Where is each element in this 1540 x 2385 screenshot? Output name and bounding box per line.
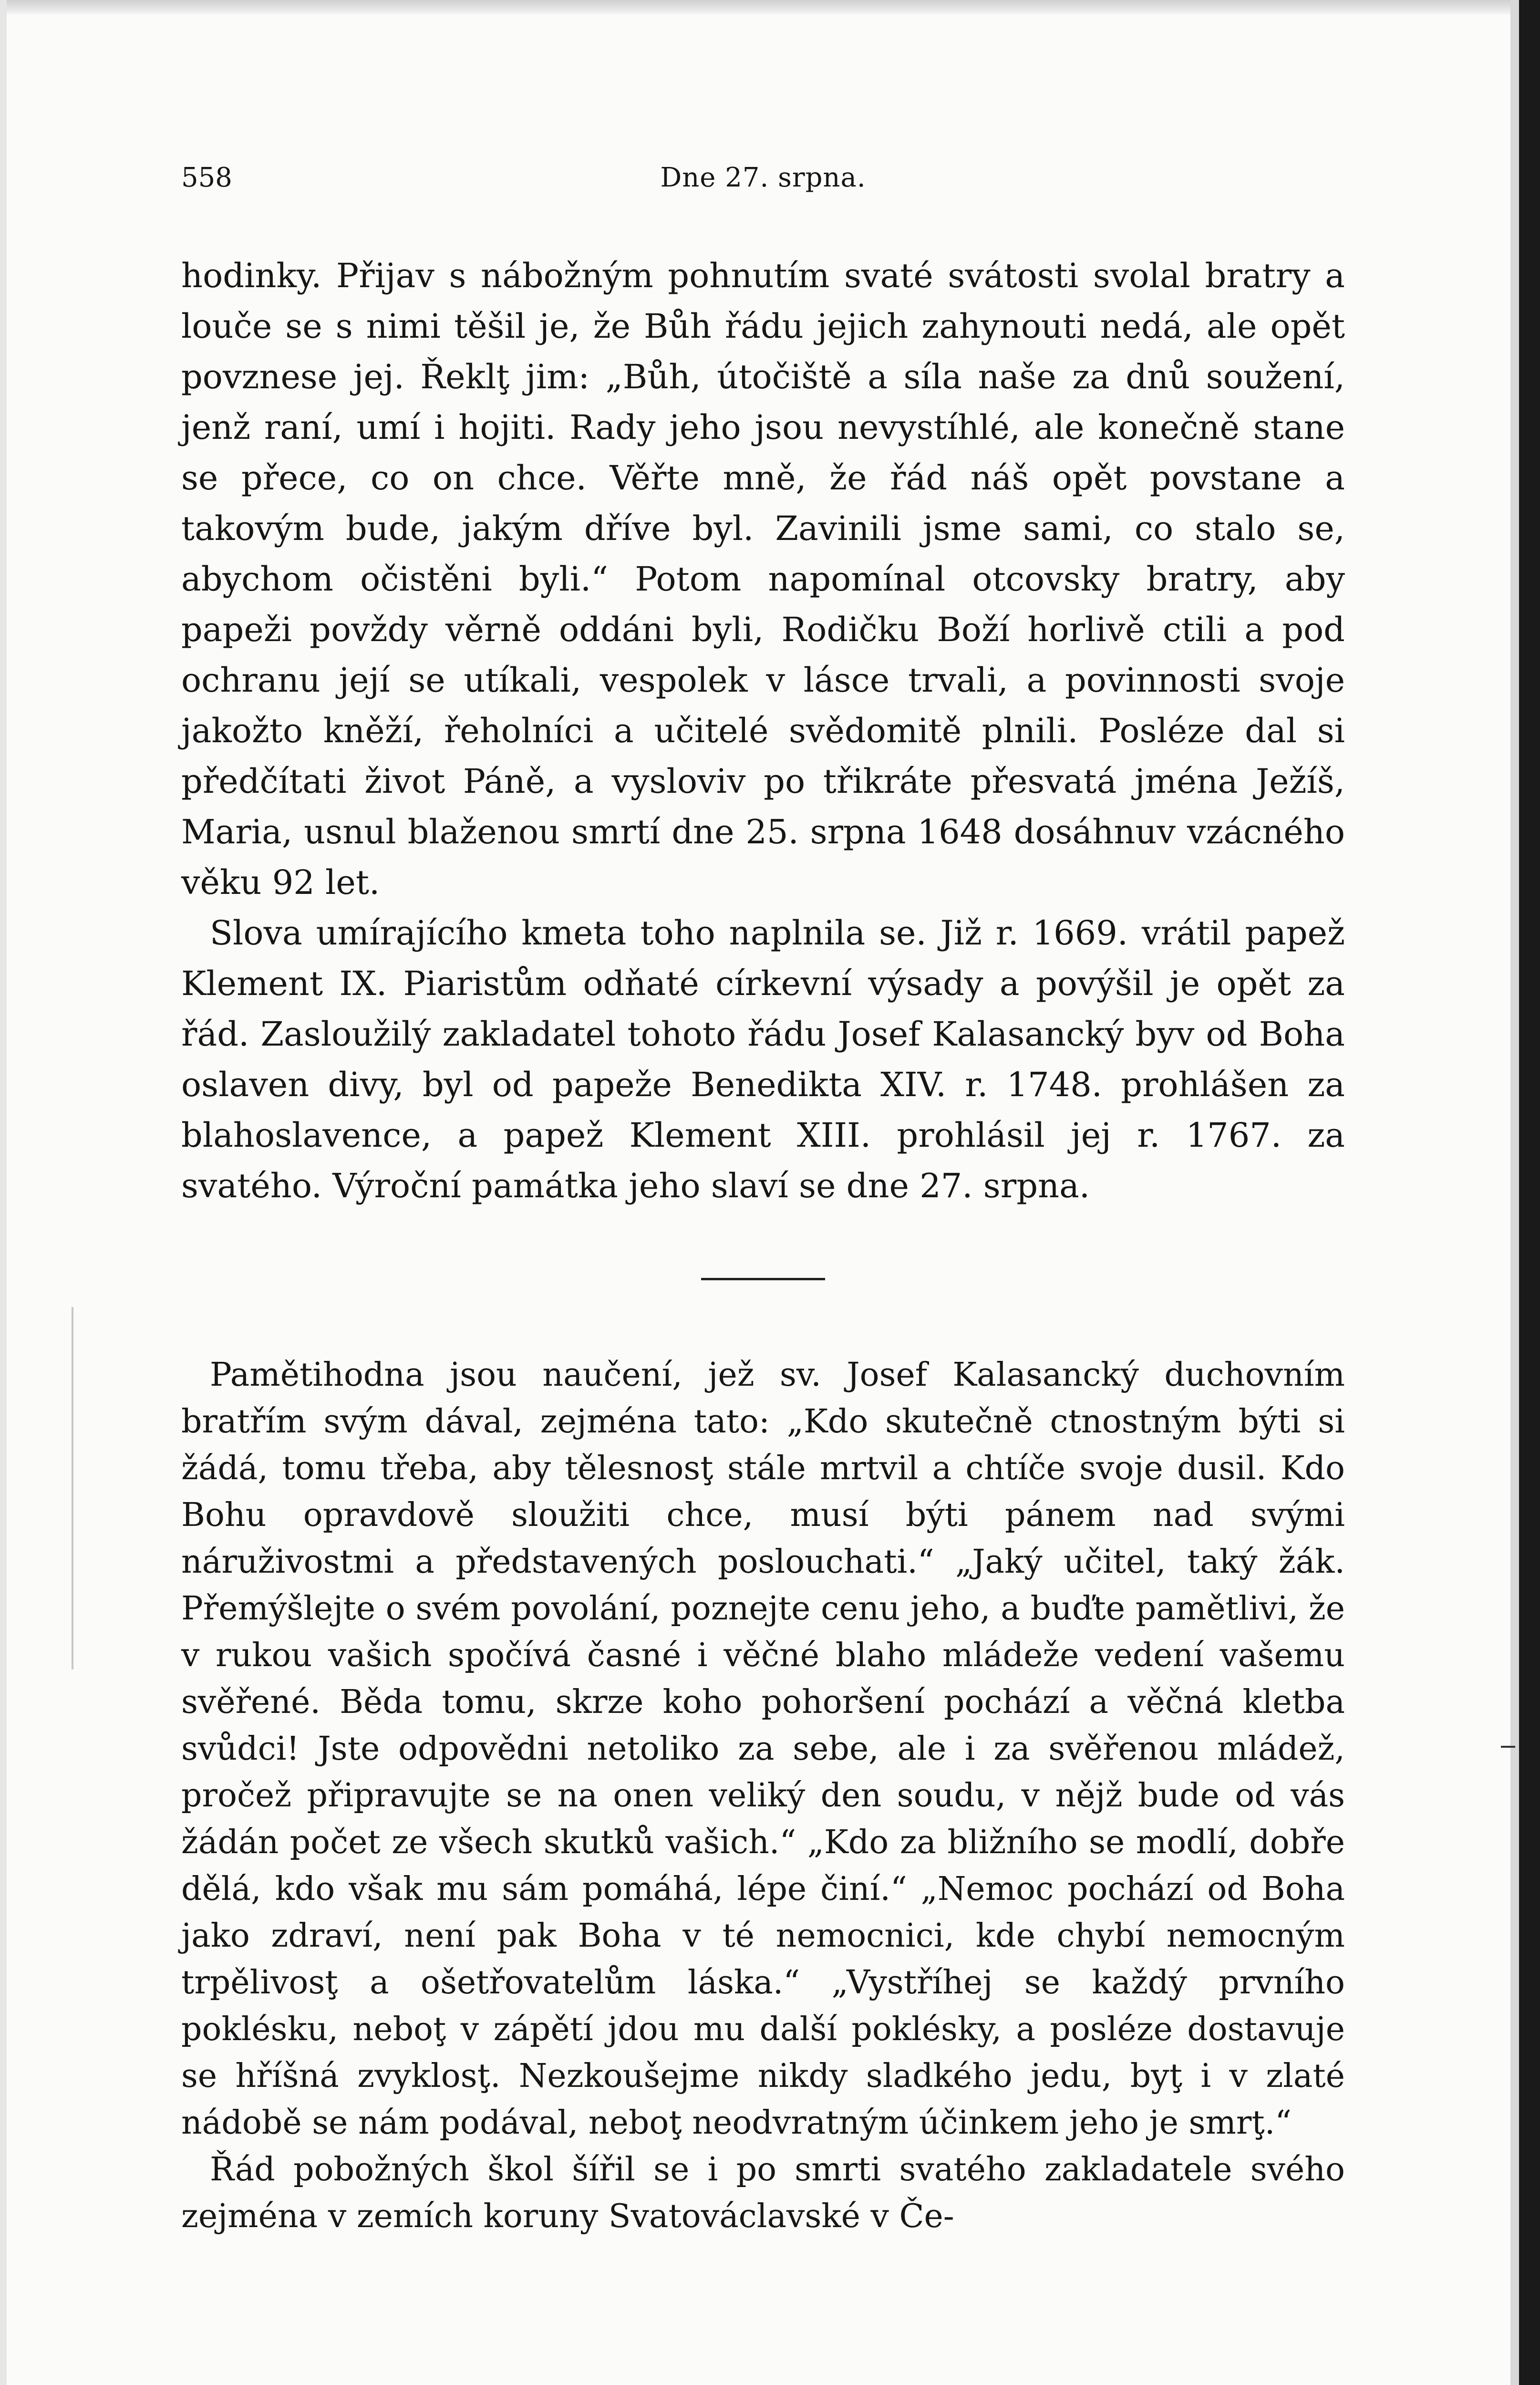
section-divider xyxy=(701,1278,825,1280)
teachings-section xyxy=(181,1352,1345,2240)
edge-tick xyxy=(1501,1746,1515,1748)
paragraph: Pamětihodna jsou naučení, jež sv. Josef Kalasancký duchovním bratřím svým dával, zejména tato: „Kdo skutečně ctnostným býti si žádá, tomu třeba, aby tělesnosţ stále mrtvil a chtíče svoje dusil. Kdo Bohu opravdově sloužiti chce, musí býti pánem nad svými náruživostmi a představených poslouchati.“ „Jaký učitel, taký žák. Přemýšlejte o svém povolání, poznejte cenu jeho, a buďte pamětlivi, že v rukou vašich spočívá časné i věčné blaho mládeže vedení vašemu svěřené. Běda tomu, skrze koho pohoršení pochází a věčná kletba svůdci! Jste odpovědni netoliko za sebe, ale i za svěřenou mládež, pročež připravujte se na onen veliký den soudu, v nějž bude od vás žádán počet ze všech skutků vašich.“ „Kdo za bližního se modlí, dobře dělá, kdo však mu sám pomáhá, lépe činí.“ „Nemoc pochází od Boha jako zdraví, není pak Boha v té nemocnici, kde chybí nemocným trpělivosţ a ošetřovatelům láska.“ „Vystříhej se každý prvního poklésku, neboţ v zápětí jdou mu další poklésky, a posléze dostavuje se hříšná zvyklosţ. Nezkoušejme nikdy sladkého jedu, byţ i v zlaté nádobě se nám podával, neboţ neodvratným účinkem jeho je smrţ.“ xyxy=(181,1356,1345,2142)
scan-edge-top xyxy=(0,0,1540,14)
scan-edge-right-shade xyxy=(1510,0,1519,2385)
paragraph: Řád pobožných škol šířil se i po smrti svatého zakladatele svého zejména v zemích koruny Svatováclavské v Če- xyxy=(181,2151,1345,2235)
scan-edge-right xyxy=(1519,0,1540,2385)
book-page xyxy=(181,153,1345,2240)
page-header xyxy=(181,153,1345,205)
page-number: 558 xyxy=(181,162,232,193)
main-text xyxy=(181,250,1345,1211)
paragraph: hodinky. Přijav s nábožným pohnutím svaté svátosti svolal bratry a louče se s nimi těšil je, že Bůh řádu jejich zahynouti nedá, ale opět povznese jej. Řeklţ jim: „Bůh, útočiště a síla naše za dnů soužení, jenž raní, umí i hojiti. Rady jeho jsou nevystíhlé, ale konečně stane se přece, co on chce. Věřte mně, že řád náš opět povstane a takovým bude, jakým dříve byl. Zavinili jsme sami, co stalo se, abychom očistěni byli.“ Potom napomínal otcovsky bratry, aby papeži povždy věrně oddáni byli, Rodičku Boží horlivě ctili a pod ochranu její se utíkali, vespolek v lásce trvali, a povinnosti svoje jakožto kněží, řeholníci a učitelé svědomitě plnili. Posléze dal si předčítati život Páně, a vysloviv po třikráte přesvatá jména Ježíš, Maria, usnul blaženou smrtí dne 25. srpna 1648 dosáhnuv vzácného věku 92 let. xyxy=(181,256,1345,902)
running-title: Dne 27. srpna. xyxy=(660,162,866,193)
margin-mark xyxy=(72,1307,73,1670)
paragraph: Slova umírajícího kmeta toho naplnila se. Již r. 1669. vrátil papež Klement IX. Piaristům odňaté církevní výsady a povýšil je opět za řád. Zasloužilý zakladatel tohoto řádu Josef Kalasancký byv od Boha oslaven divy, byl od papeže Benedikta XIV. r. 1748. prohlášen za blahoslavence, a papež Klement XIII. prohlásil jej r. 1767. za svatého. Výroční památka jeho slaví se dne 27. srpna. xyxy=(181,913,1345,1205)
scan-edge-left xyxy=(0,0,7,2385)
